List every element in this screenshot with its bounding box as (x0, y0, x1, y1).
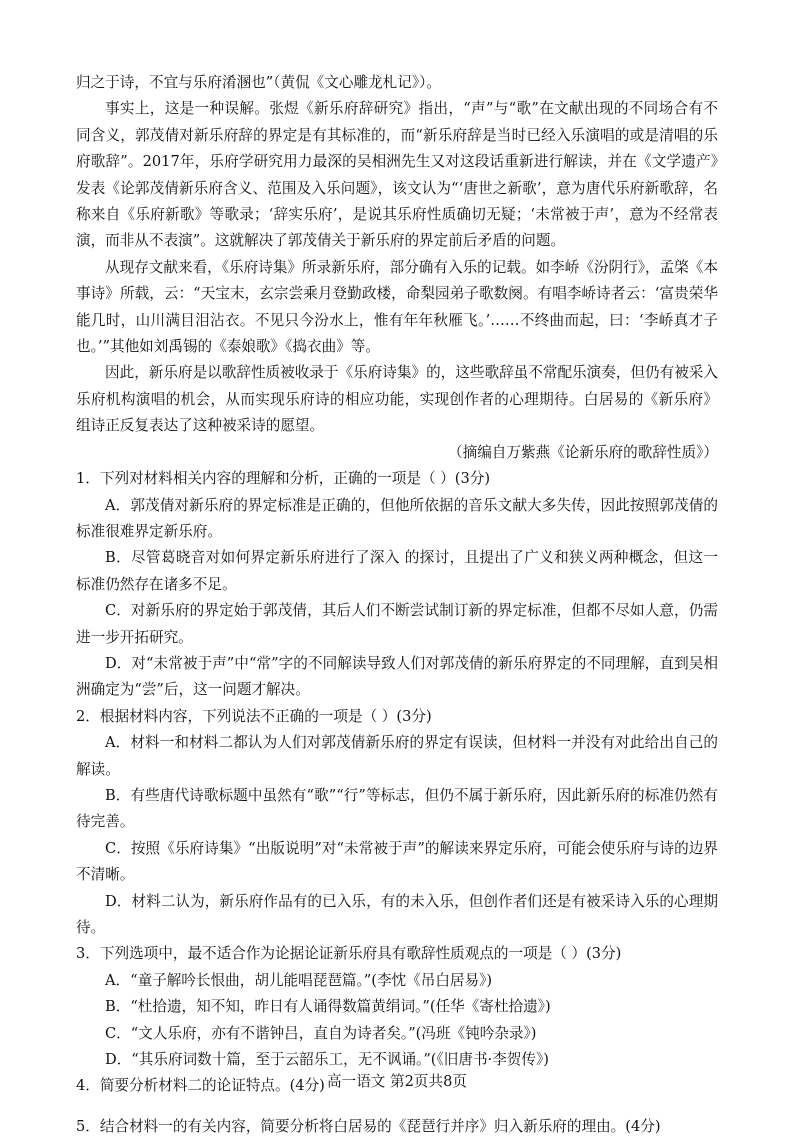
page-content (76, 70, 718, 1140)
question-3-option-c: C．“文人乐府，亦有不谐钟吕，直自为诗者矣。”(冯班《钝吟杂录》) (105, 1024, 537, 1042)
question-2-option-a: A．材料一和材料二都认为人们对郭茂倩新乐府的界定有误读，但材料一并没有对此给出自己的解读。 (76, 734, 718, 778)
passage-continuation-line: 归之于诗，不宜与乐府淆溷也”（黄侃《文心雕龙札记》）。 (76, 74, 442, 91)
page-footer: 高一语文 第2页共8页 (327, 1073, 467, 1090)
passage-paragraph-2: 从现存文献来看，《乐府诗集》所录新乐府，部分确有入乐的记载。如李峤《汾阴行》，孟棨《本事诗》所载，云：“天宝末，玄宗尝乘月登勤政楼，命梨园弟子歌数阕。有唱李峤诗者云：‘富贵荣华能几时，山川满目泪沾衣。不见只今汾水上，惟有年年秋雁飞。’……不终曲而起，曰：‘李峤真才子也。’”其他如刘禹锡的《泰娘歌》《捣衣曲》等。 (76, 258, 718, 356)
question-3-option-d: D．“其乐府词数十篇，至于云韶乐工，无不讽诵。”(《旧唐书·李贺传》) (105, 1051, 549, 1069)
question-1-option-c: C．对新乐府的界定始于郭茂倩，其后人们不断尝试制订新的界定标准，但都不尽如人意，仍需进一步开拓研究。 (76, 602, 718, 646)
question-4-stem: 4．简要分析材料二的论证特点。(4分) (76, 1077, 325, 1095)
question-2-option-b: B．有些唐代诗歌标题中虽然有“歌”“行”等标志，但仍不属于新乐府，因此新乐府的标准仍然有待完善。 (76, 786, 718, 831)
passage-source: （摘编自万紫燕《论新乐府的歌辞性质》） (448, 443, 718, 461)
passage-paragraph-1: 事实上，这是一种误解。张煜《新乐府辞研究》指出，“声”与“歌”在文献出现的不同场合有不同含义，郭茂倩对新乐府辞的界定是有其标准的，而“新乐府辞是当时已经入乐演唱的或是清唱的乐府歌辞”。2017年，乐府学研究用力最深的吴相洲先生又对这段话重新进行解读，并在《文学遗产》发表《论郭茂倩新乐府含义、范围及入乐问题》，该文认为“‘唐世之新歌’，意为唐代乐府新歌辞，名称来自《乐府新歌》等歌录；‘辞实乐府’，是说其乐府性质确切无疑；‘未常被于声’，意为不经常表演，而非从不表演”。这就解决了郭茂倩关于新乐府的界定前后矛盾的问题。 (76, 100, 718, 250)
question-1-option-a: A．郭茂倩对新乐府的界定标准是正确的，但他所依据的音乐文献大多失传，因此按照郭茂倩的标准很难界定新乐府。 (76, 496, 718, 540)
answer-gap (76, 1100, 718, 1114)
question-5-stem: 5．结合材料一的有关内容，简要分析将白居易的《琵琶行并序》归入新乐府的理由。(4分) (76, 1117, 661, 1135)
question-1-option-b: B．尽管葛晓音对如何界定新乐府进行了深入 的探讨，且提出了广义和狭义两种概念，但这一标准仍然存在诸多不足。 (76, 549, 718, 593)
question-3-option-a: A．“童子解吟长恨曲，胡儿能唱琵琶篇。”(李忱《吊白居易》) (105, 971, 493, 989)
question-2-stem: 2．根据材料内容，下列说法不正确的一项是（ ）(3分) (76, 707, 432, 725)
question-3-option-b: B．“杜拾遗，知不知，昨日有人诵得数篇黄绢词。”(任华《寄杜拾遗》) (105, 998, 551, 1016)
question-1-stem: 1．下列对材料相关内容的理解和分析，正确的一项是（ ）(3分) (76, 470, 491, 488)
question-1-option-d: D．对“未常被于声”中“常”字的不同解读导致人们对郭茂倩的新乐府界定的不同理解，直到吴相洲确定为“尝”后，这一问题才解决。 (76, 654, 718, 699)
question-3-stem: 3．下列选项中，最不适合作为论据论证新乐府具有歌辞性质观点的一项是（ ）(3分) (76, 945, 622, 963)
question-2-option-d: D．材料二认为，新乐府作品有的已入乐，有的未入乐，但创作者们还是有被采诗入乐的心理期待。 (76, 892, 718, 936)
question-2-option-c: C．按照《乐府诗集》“出版说明”对“未常被于声”的解读来界定乐府，可能会使乐府与诗的边界不清晰。 (76, 839, 718, 884)
passage-paragraph-3: 因此，新乐府是以歌辞性质被收录于《乐府诗集》的，这些歌辞虽不常配乐演奏，但仍有被采入乐府机构演唱的机会，从而实现乐府诗的相应功能，实现创作者的心理期待。白居易的《新乐府》组诗正反复表达了这种被采诗的愿望。 (76, 364, 718, 435)
